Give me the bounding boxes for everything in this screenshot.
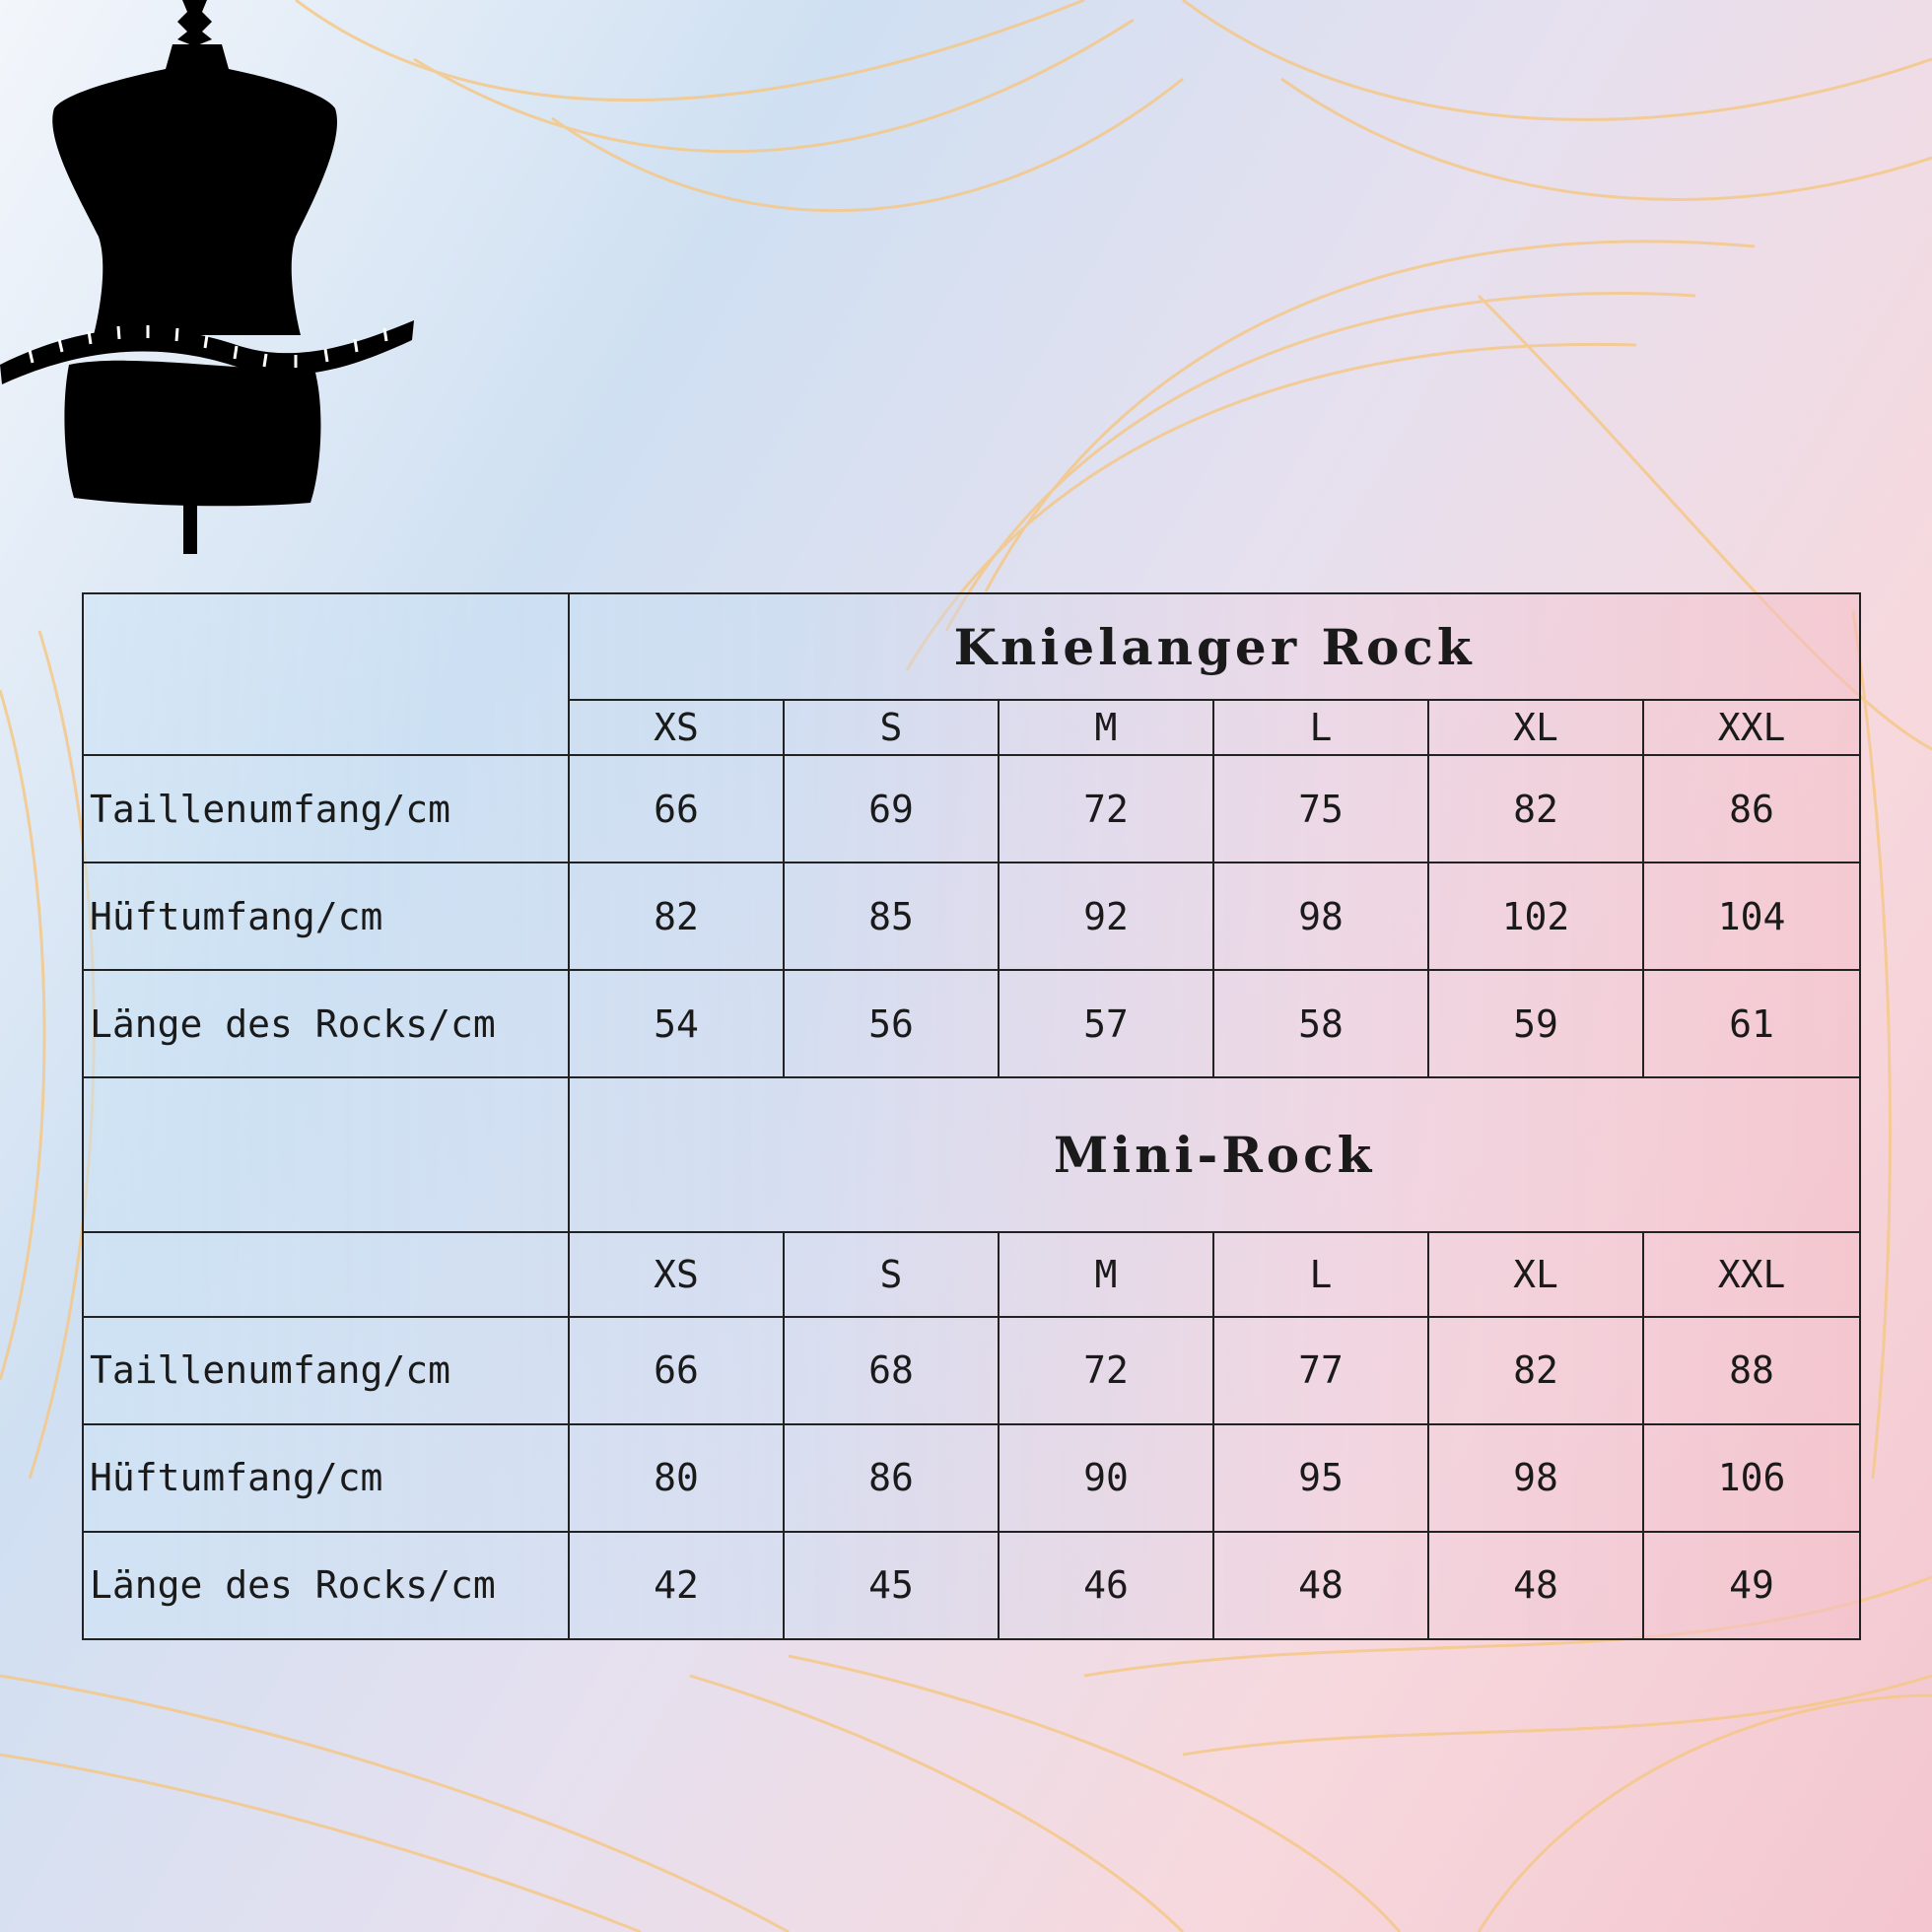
value-cell: 58	[1213, 970, 1428, 1077]
value-cell: 88	[1643, 1317, 1860, 1424]
value-cell: 48	[1213, 1532, 1428, 1639]
row-label: Taillenumfang/cm	[83, 755, 569, 862]
value-cell: 69	[784, 755, 999, 862]
value-cell: 77	[1213, 1317, 1428, 1424]
value-cell: 45	[784, 1532, 999, 1639]
table-row	[83, 1317, 1860, 1424]
value-cell: 86	[1643, 755, 1860, 862]
size-chart-table	[82, 592, 1861, 1640]
size-header: L	[1213, 1232, 1428, 1317]
row-label: Hüftumfang/cm	[83, 1424, 569, 1532]
size-header: XS	[569, 1232, 784, 1317]
mini-title: Mini-Rock	[569, 1077, 1860, 1231]
size-header: XL	[1428, 700, 1643, 755]
value-cell: 54	[569, 970, 784, 1077]
value-cell: 82	[1428, 755, 1643, 862]
size-header: L	[1213, 700, 1428, 755]
size-header: M	[999, 700, 1213, 755]
knee-length-title-row	[83, 593, 1860, 700]
value-cell: 106	[1643, 1424, 1860, 1532]
value-cell: 98	[1213, 862, 1428, 970]
value-cell: 72	[999, 755, 1213, 862]
mannequin-measuring-tape-icon	[0, 0, 424, 562]
value-cell: 42	[569, 1532, 784, 1639]
value-cell: 68	[784, 1317, 999, 1424]
empty-cell	[83, 1232, 569, 1317]
table-row	[83, 755, 1860, 862]
value-cell: 82	[569, 862, 784, 970]
value-cell: 85	[784, 862, 999, 970]
row-label: Länge des Rocks/cm	[83, 970, 569, 1077]
knee-length-title: Knielanger Rock	[569, 593, 1860, 700]
value-cell: 104	[1643, 862, 1860, 970]
value-cell: 102	[1428, 862, 1643, 970]
table-row	[83, 1532, 1860, 1639]
value-cell: 92	[999, 862, 1213, 970]
size-header: XL	[1428, 1232, 1643, 1317]
value-cell: 66	[569, 755, 784, 862]
row-label: Hüftumfang/cm	[83, 862, 569, 970]
table-row	[83, 1424, 1860, 1532]
value-cell: 49	[1643, 1532, 1860, 1639]
value-cell: 95	[1213, 1424, 1428, 1532]
empty-corner-cell	[83, 593, 569, 755]
size-header: XXL	[1643, 1232, 1860, 1317]
size-header: S	[784, 1232, 999, 1317]
value-cell: 66	[569, 1317, 784, 1424]
size-header: XS	[569, 700, 784, 755]
size-header: XXL	[1643, 700, 1860, 755]
value-cell: 61	[1643, 970, 1860, 1077]
mini-size-row	[83, 1232, 1860, 1317]
value-cell: 48	[1428, 1532, 1643, 1639]
mini-title-row	[83, 1077, 1860, 1231]
value-cell: 57	[999, 970, 1213, 1077]
value-cell: 80	[569, 1424, 784, 1532]
empty-cell	[83, 1077, 569, 1231]
value-cell: 82	[1428, 1317, 1643, 1424]
size-header: S	[784, 700, 999, 755]
value-cell: 86	[784, 1424, 999, 1532]
value-cell: 56	[784, 970, 999, 1077]
value-cell: 46	[999, 1532, 1213, 1639]
value-cell: 75	[1213, 755, 1428, 862]
size-header: M	[999, 1232, 1213, 1317]
value-cell: 72	[999, 1317, 1213, 1424]
value-cell: 90	[999, 1424, 1213, 1532]
row-label: Taillenumfang/cm	[83, 1317, 569, 1424]
table-row	[83, 970, 1860, 1077]
value-cell: 59	[1428, 970, 1643, 1077]
value-cell: 98	[1428, 1424, 1643, 1532]
table-row	[83, 862, 1860, 970]
row-label: Länge des Rocks/cm	[83, 1532, 569, 1639]
